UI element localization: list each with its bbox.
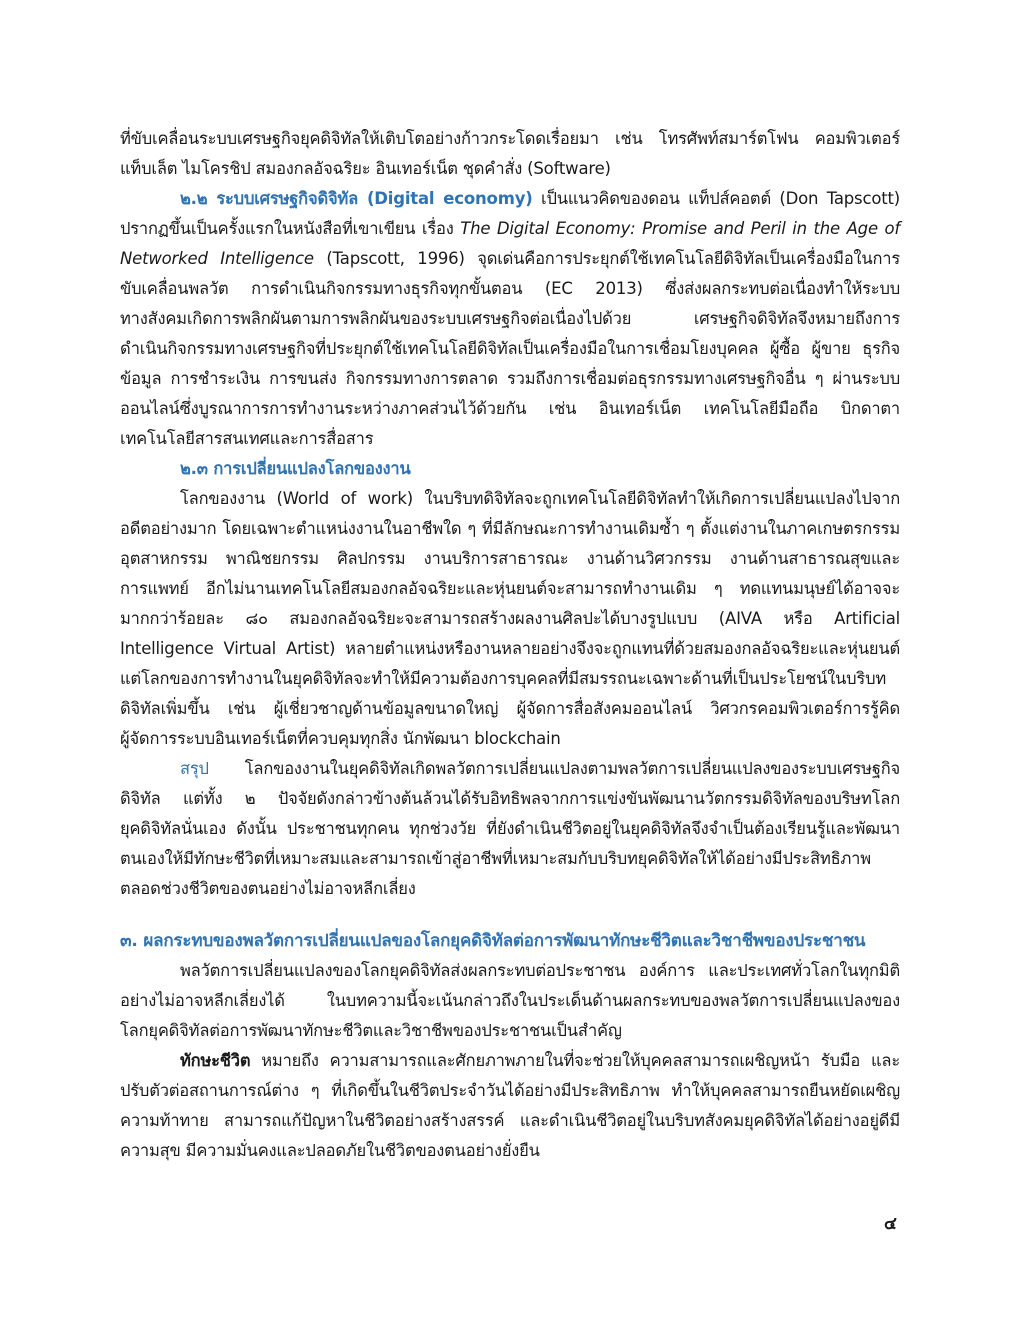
- text-line: ความท้าทาย สามารถแก้ปัญหาในชีวิตอย่างสร้างสรรค์ และดำเนินชีวิตอยู่ในบริบทสังคมยุคดิจิทัลได้อย่างอยู่ดีมี: [120, 1111, 900, 1130]
- text-line: ข้อมูล การชำระเงิน การขนส่ง กิจกรรมทางการตลาด รวมถึงการเชื่อมต่อธุรกรรมทางเศรษฐกิจอื่น ๆ ผ่านระบบ: [120, 369, 900, 388]
- text-line: อดีตอย่างมาก โดยเฉพาะตำแหน่งงานในอาชีพใด ๆ ที่มีลักษณะการทำงานเดิมซ้ำ ๆ ตั้งแต่งานในภาคเกษตรกรรม: [120, 519, 900, 538]
- text-line: [120, 1046, 900, 1076]
- text-line: ตลอดช่วงชีวิตของตนอย่างไม่อาจหลีกเลี่ยง: [120, 879, 416, 898]
- text-line: อุตสาหกรรม พาณิชยกรรม ศิลปกรรม งานบริการสาธารณะ งานด้านวิศวกรรม งานด้านสาธารณสุขและ: [120, 549, 900, 568]
- summary-label: สรุป: [180, 759, 209, 778]
- text-run: โลกของงานในยุคดิจิทัลเกิดพลวัตการเปลี่ยนแปลงตามพลวัตการเปลี่ยนแปลงของระบบเศรษฐกิจ: [208, 759, 900, 778]
- text-line: แท็บเล็ต ไมโครชิป สมองกลอัจฉริยะ อินเทอร์เน็ต ชุดคำสั่ง (Software): [120, 159, 611, 178]
- text-line: ดำเนินกิจกรรมทางเศรษฐกิจที่ประยุกต์ใช้เทคโนโลยีดิจิทัลเป็นเครื่องมือในการเชื่อมโยงบุคคล ผู้ซื้อ ผู้ขาย ธุรกิจ: [120, 339, 900, 358]
- text-line: ดิจิทัลเพิ่มขึ้น เช่น ผู้เชี่ยวชาญด้านข้อมูลขนาดใหญ่ ผู้จัดการสื่อสังคมออนไลน์ วิศวกรคอมพิวเตอร์การรู้คิด: [120, 699, 900, 718]
- text-line: ผู้จัดการระบบอินเทอร์เน็ตที่ควบคุมทุกสิ่ง นักพัฒนา blockchain: [120, 729, 561, 748]
- section-2-2: [120, 184, 900, 454]
- section-spacer: [120, 904, 900, 926]
- text-line: ตนเองให้มีทักษะชีวิตที่เหมาะสมและสามารถเข้าสู่อาชีพที่เหมาะสมกับบริบทยุคดิจิทัลให้ได้อย่างมีประสิทธิภาพ: [120, 849, 871, 868]
- section-3: [120, 926, 900, 1166]
- text-run: เป็นแนวคิดของดอน แท็ปส์คอตต์ (Don Tapscott): [532, 189, 900, 208]
- text-line: ทางสังคมเกิดการพลิกผันตามการพลิกผันของระบบเศรษฐกิจต่อเนื่องไปด้วย เศรษฐกิจดิจิทัลจึงหมายถึงการ: [120, 309, 900, 328]
- book-title: Networked Intelligence: [120, 249, 314, 268]
- section-3-heading: ๓. ผลกระทบของพลวัตการเปลี่ยนแปลของโลกยุคดิจิทัลต่อการพัฒนาทักษะชีวิตและวิชาชีพของประชาชน: [120, 931, 866, 951]
- text-line: อย่างไม่อาจหลีกเลี่ยงได้ ในบทความนี้จะเน้นกล่าวถึงในประเด็นด้านผลกระทบของพลวัตการเปลี่ยนแปลงของ: [120, 991, 900, 1010]
- text-line: ดิจิทัล แต่ทั้ง ๒ ปัจจัยดังกล่าวข้างต้นล้วนได้รับอิทธิพลจากการแข่งขันพัฒนานวัตกรรมดิจิทัลของบริษทโลก: [120, 789, 900, 808]
- text-line: ขับเคลื่อนพลวัต การดำเนินกิจกรรมทางธุรกิจทุกขั้นตอน (EC 2013) ซึ่งส่งผลกระทบต่อเนื่องทำให้ระบบ: [120, 279, 900, 298]
- text-line: โลกของงาน (World of work) ในบริบทดิจิทัลจะถูกเทคโนโลยีดิจิทัลทำให้เกิดการเปลี่ยนแปลงไปจาก: [180, 489, 900, 508]
- text-line: ยุคดิจิทัลนั่นเอง ดังนั้น ประชาชนทุกคน ทุกช่วงวัย ที่ยังดำเนินชีวิตอยู่ในยุคดิจิทัลจึงจำเป็นต้องเรียนรู้และพัฒนา: [120, 819, 900, 838]
- text-run: ปรากฏขึ้นเป็นครั้งแรกในหนังสือที่เขาเขียน เรื่อง: [120, 219, 461, 238]
- document-page: [120, 124, 900, 1166]
- section-2-3: [120, 454, 900, 754]
- text-line: ที่ขับเคลื่อนระบบเศรษฐกิจยุคดิจิทัลให้เติบโตอย่างก้าวกระโดดเรื่อยมา เช่น โทรศัพท์สมาร์ตโฟน คอมพิวเตอร์: [120, 129, 900, 148]
- text-line: พลวัตการเปลี่ยนแปลงของโลกยุคดิจิทัลส่งผลกระทบต่อประชาชน องค์การ และประเทศทั่วโลกในทุกมิติ: [180, 961, 900, 980]
- section-2-3-heading: ๒.๓ การเปลี่ยนแปลงโลกของงาน: [180, 459, 411, 478]
- text-line: แต่โลกของการทำงานในยุคดิจิทัลจะทำให้มีความต้องการบุคคลที่มีสมรรถนะเฉพาะด้านที่เป็นประโยชน์ในบริบท: [120, 669, 887, 688]
- section-2-2-heading: ๒.๒ ระบบเศรษฐกิจดิจิทัล (Digital economy): [180, 189, 533, 208]
- text-run: (Tapscott, 1996) จุดเด่นคือการประยุกต์ใช้เทคโนโลยีดิจิทัลเป็นเครื่องมือในการ: [313, 249, 900, 268]
- text-line: [120, 754, 900, 784]
- text-line: การแพทย์ อีกไม่นานเทคโนโลยีสมองกลอัจฉริยะและหุ่นยนต์จะสามารถทำงานเดิม ๆ ทดแทนมนุษย์ได้อาจจะ: [120, 579, 900, 598]
- text-run: หมายถึง ความสามารถและศักยภาพภายในที่จะช่วยให้บุคคลสามารถเผชิญหน้า รับมือ และ: [250, 1051, 900, 1070]
- text-line: มากกว่าร้อยละ ๘๐ สมองกลอัจฉริยะจะสามารถสร้างผลงานศิลปะได้บางรูปแบบ (AIVA หรือ Artificial: [120, 609, 900, 628]
- summary-paragraph: [120, 754, 900, 904]
- text-line: เทคโนโลยีสารสนเทศและการสื่อสาร: [120, 429, 374, 448]
- book-title: The Digital Economy: Promise and Peril in the Age of: [460, 219, 901, 238]
- life-skills-term: ทักษะชีวิต: [180, 1051, 251, 1070]
- text-line: [120, 184, 900, 214]
- text-line: โลกยุคดิจิทัลต่อการพัฒนาทักษะชีวิตและวิชาชีพของประชาชนเป็นสำคัญ: [120, 1021, 622, 1040]
- paragraph-intro: [120, 124, 900, 184]
- text-line: Intelligence Virtual Artist) หลายตำแหน่งหรืองานหลายอย่างจึงจะถูกแทนที่ด้วยสมองกลอัจฉริยะและหุ่นยนต์: [120, 639, 900, 658]
- text-line: [120, 214, 900, 244]
- text-line: ความสุข มีความมั่นคงและปลอดภัยในชีวิตของตนอย่างยั่งยืน: [120, 1141, 540, 1160]
- page-number: ๔: [884, 1214, 897, 1234]
- text-line: ปรับตัวต่อสถานการณ์ต่าง ๆ ที่เกิดขึ้นในชีวิตประจำวันได้อย่างมีประสิทธิภาพ ทำให้บุคคลสามารถยืนหยัดเผชิญ: [120, 1081, 900, 1100]
- text-line: ออนไลน์ซึ่งบูรณาการการทำงานระหว่างภาคส่วนไว้ด้วยกัน เช่น อินเทอร์เน็ต เทคโนโลยีมือถือ บิกดาตา: [120, 399, 900, 418]
- text-line: [120, 244, 900, 274]
